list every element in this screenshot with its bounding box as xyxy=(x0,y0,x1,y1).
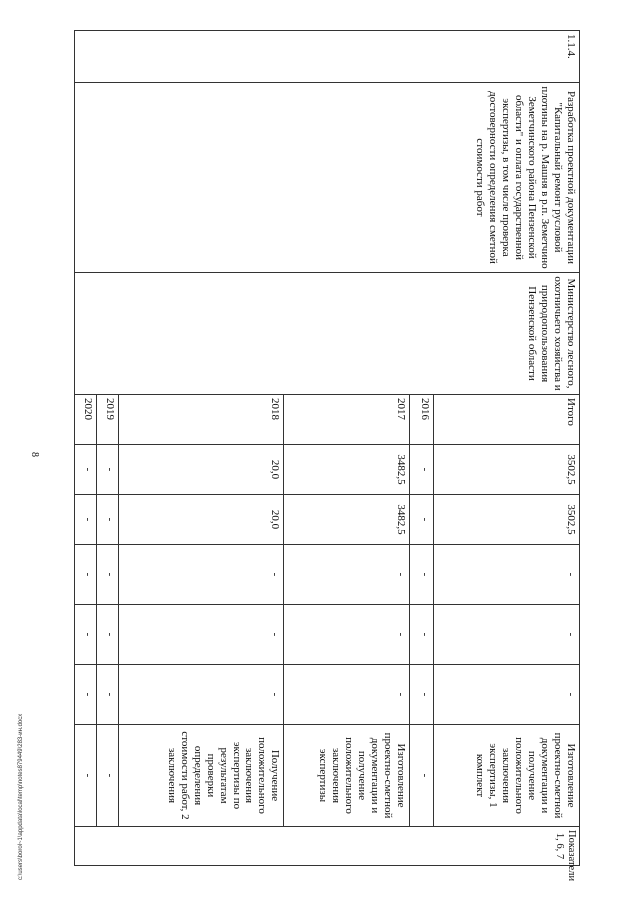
federal-cell: - xyxy=(284,545,409,605)
federal-cell: - xyxy=(97,545,119,605)
federal-cell: - xyxy=(409,545,433,605)
year-cell: Итого xyxy=(433,395,579,445)
result-cell: Получение положительного заключения экспертизы по результатам проверки определения стоимости работ, 2 заключения xyxy=(119,725,284,827)
local-cell: - xyxy=(409,605,433,665)
local-cell: - xyxy=(75,605,97,665)
local-cell: - xyxy=(433,605,579,665)
total-cell: - xyxy=(97,445,119,495)
other-cell: - xyxy=(409,665,433,725)
other-cell: - xyxy=(119,665,284,725)
local-cell: - xyxy=(284,605,409,665)
table-row xyxy=(433,31,579,866)
total-cell: 3482,5 xyxy=(284,445,409,495)
regional-cell: 20,0 xyxy=(119,495,284,545)
result-cell: Изготовление проектно-сметной документации и получение положительного заключения экспертизы, 1 комплект xyxy=(433,725,579,827)
indicators: Показатели 1, 6, 7 xyxy=(75,827,580,866)
regional-cell: 3502,5 xyxy=(433,495,579,545)
year-cell: 2018 xyxy=(119,395,284,445)
year-cell: 2020 xyxy=(75,395,97,445)
other-cell: - xyxy=(433,665,579,725)
local-cell: - xyxy=(97,605,119,665)
other-cell: - xyxy=(75,665,97,725)
result-cell: Изготовление проектно-сметной документации и получение положительного заключения экспертизы xyxy=(284,725,409,827)
result-cell: - xyxy=(409,725,433,827)
regional-cell: - xyxy=(75,495,97,545)
other-cell: - xyxy=(284,665,409,725)
regional-cell: - xyxy=(97,495,119,545)
program-table xyxy=(74,30,580,882)
total-cell: - xyxy=(75,445,97,495)
result-cell: - xyxy=(75,725,97,827)
executor: Министерство лесного, охотничьего хозяйства и природопользования Пензенской области xyxy=(75,273,580,395)
total-cell: 3502,5 xyxy=(433,445,579,495)
rotated-table-area xyxy=(74,30,580,882)
total-cell: - xyxy=(409,445,433,495)
local-cell: - xyxy=(119,605,284,665)
federal-cell: - xyxy=(119,545,284,605)
page-number: 8 xyxy=(29,452,40,457)
federal-cell: - xyxy=(75,545,97,605)
result-cell: - xyxy=(97,725,119,827)
regional-cell: 3482,5 xyxy=(284,495,409,545)
other-cell: - xyxy=(97,665,119,725)
year-cell: 2019 xyxy=(97,395,119,445)
year-cell: 2017 xyxy=(284,395,409,445)
year-cell: 2016 xyxy=(409,395,433,445)
federal-cell: - xyxy=(433,545,579,605)
regional-cell: - xyxy=(409,495,433,545)
footer-file-path: c:\users\borol~1\appdata\local\temp\notes879449\283-ин.docx xyxy=(18,713,24,880)
event-description: Разработка проектной документации "Капитальный ремонт русловой плотины на р. Машня в р.п. Земетчино Земетчинского района Пензенской области" и оплата государственной экспертизы, в том числе проверка достоверности определения сметной стоимости работ xyxy=(75,83,580,273)
event-code: 1.1.4. xyxy=(75,31,580,83)
total-cell: 20,0 xyxy=(119,445,284,495)
